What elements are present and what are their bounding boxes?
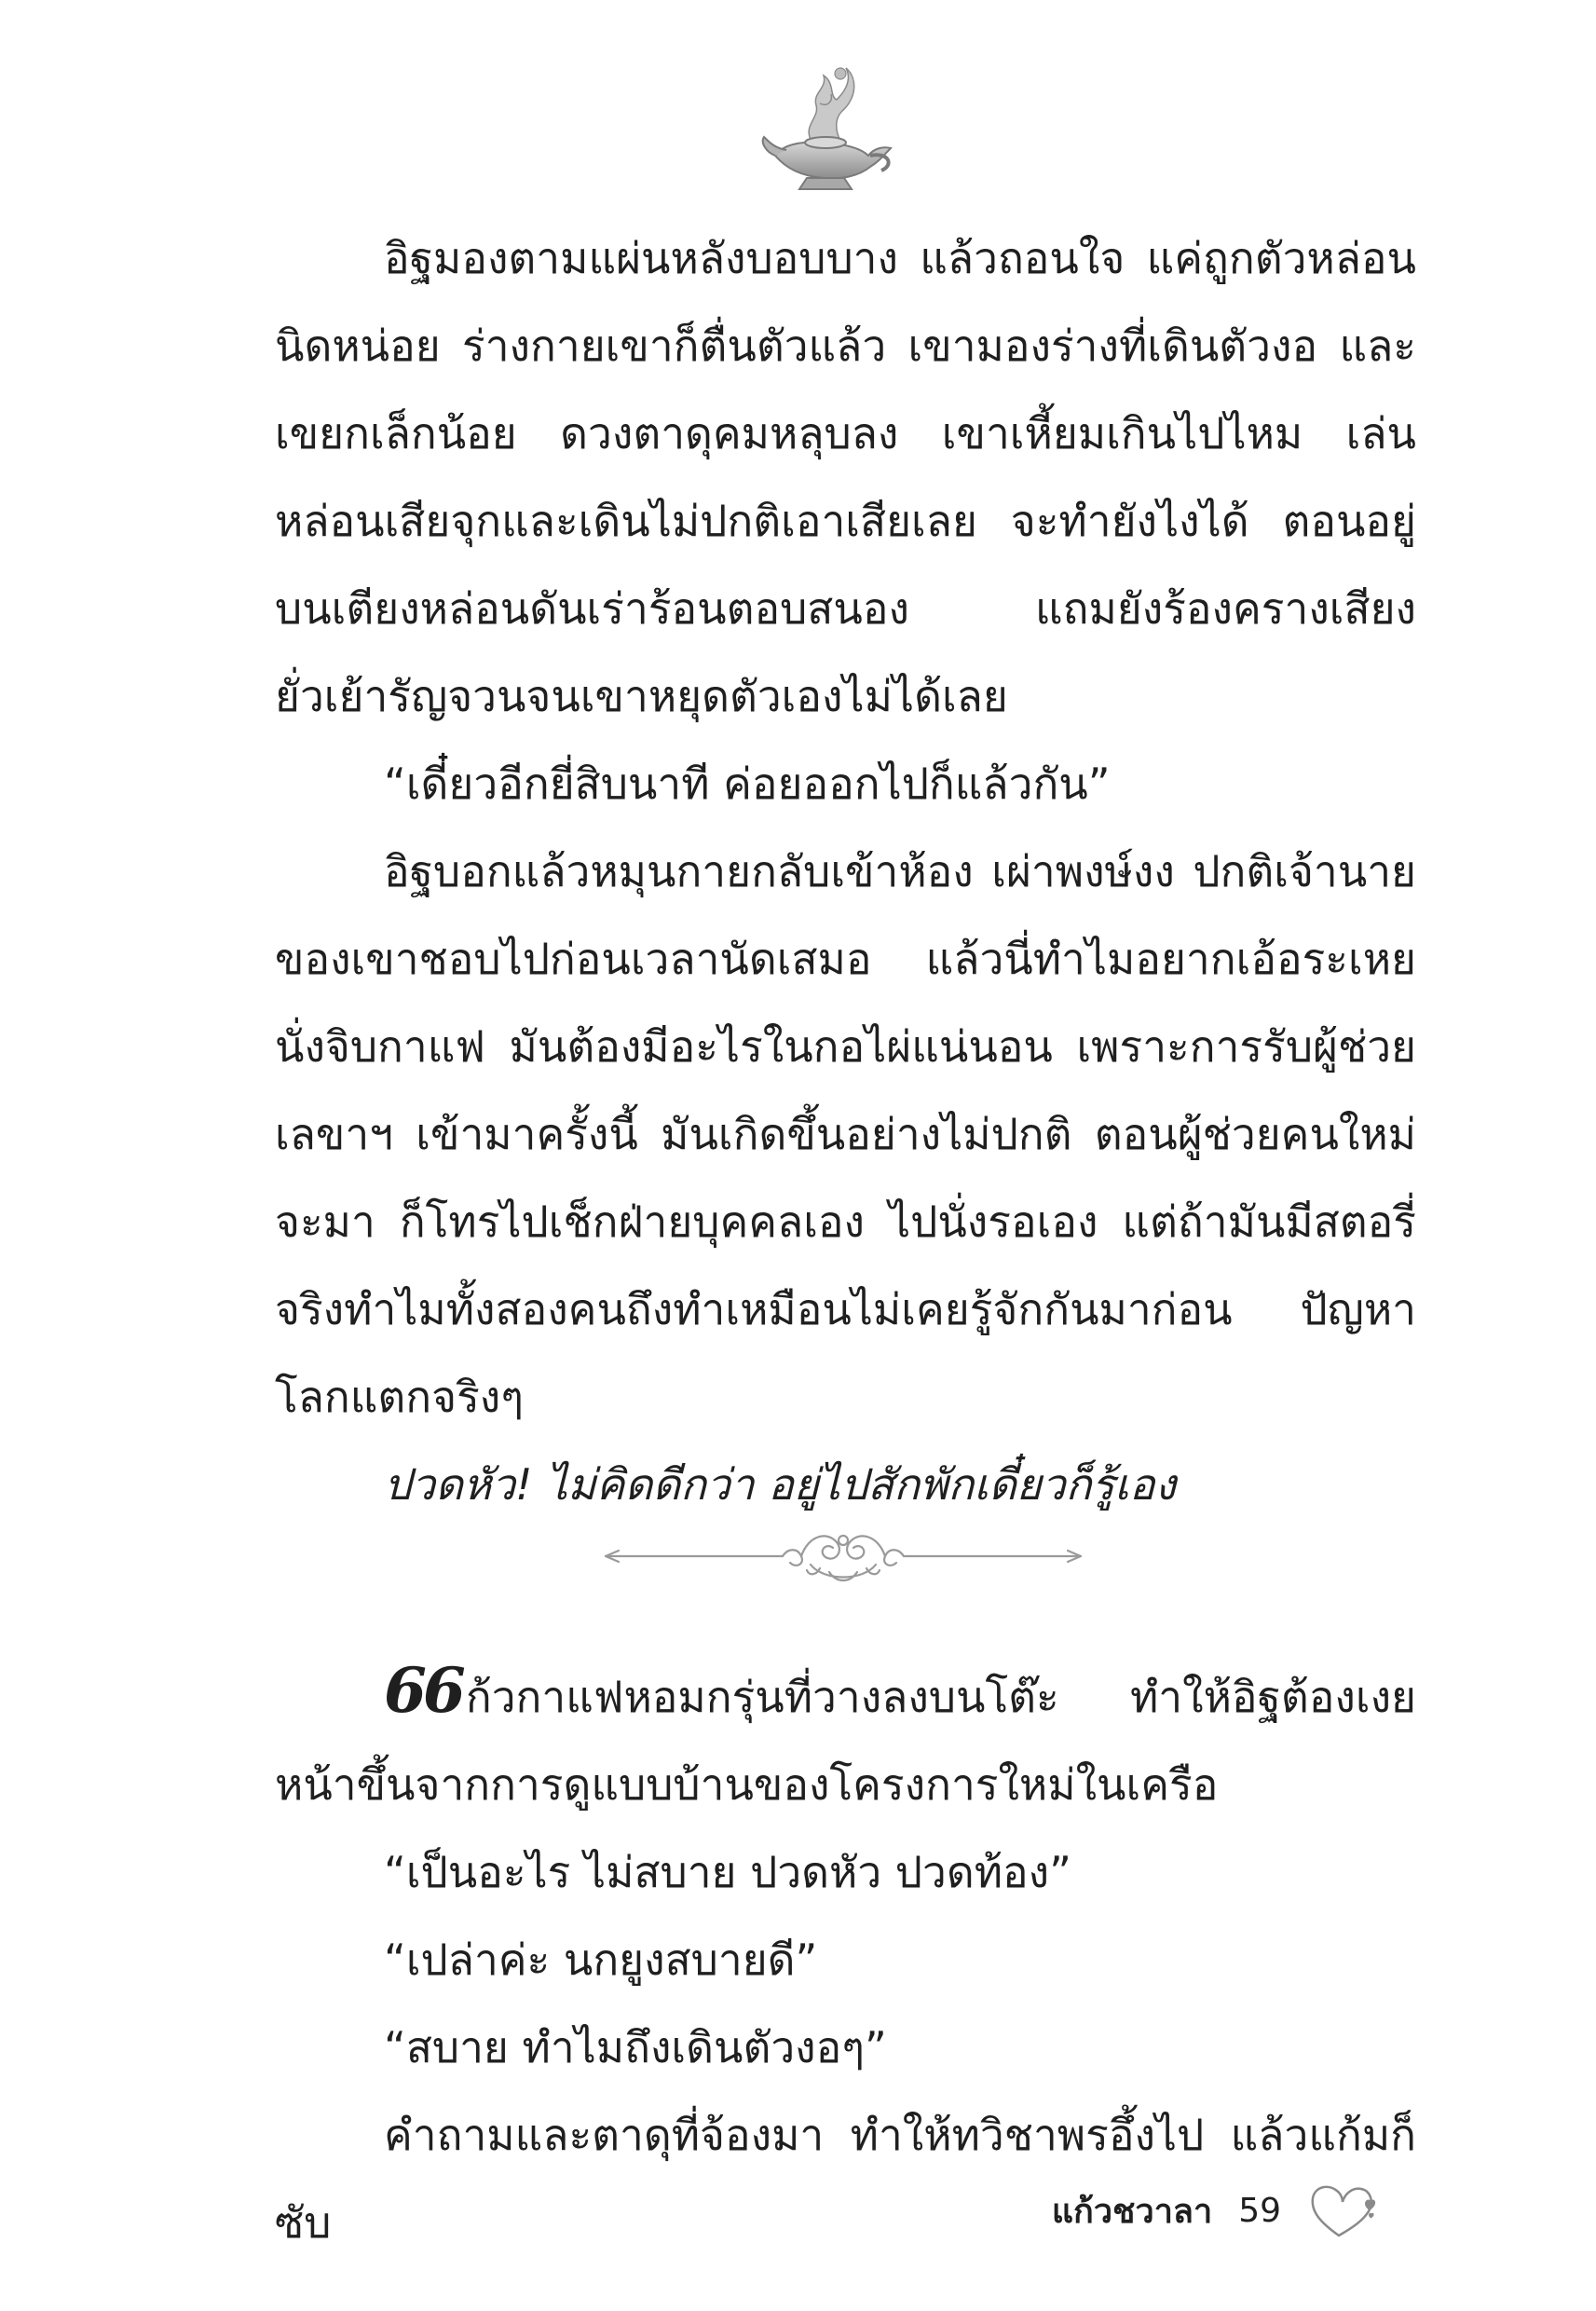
paragraph-2: อิฐบอกแล้วหมุนกายกลับเข้าห้อง เผ่าพงษ์งง ปกติเจ้านายของเขาชอบไปก่อนเวลานัดเสมอ แล้วนี่ทำไมอยากเอ้อระเหยนั่งจิบกาแฟ มันต้องมีอะไรในกอไผ่แน่นอน เพราะการรับผู้ช่วยเลขาฯ เข้ามาครั้งนี้ มันเกิดขึ้นอย่างไม่ปกติ ตอนผู้ช่วยคนใหม่จะมา ก็โทรไปเช็กฝ่ายบุคคลเอง ไปนั่งรอเอง แต่ถ้ามันมีสตอรี่จริงทำไมทั้งสองคนถึงทำเหมือนไม่เคยรู้จักกันมาก่อน ปัญหาโลกแตกจริงๆ bbox=[275, 846, 1416, 1422]
magic-lamp-icon bbox=[755, 51, 904, 200]
inner-thought-line: ปวดหัว! ไม่คิดดีกว่า อยู่ไปสักพักเดี๋ยวก็รู้เอง bbox=[384, 1459, 1176, 1510]
scroll-ornament-divider bbox=[596, 1514, 1090, 1598]
heart-icon bbox=[1307, 2178, 1382, 2243]
paragraph-1: อิฐมองตามแผ่นหลังบอบบาง แล้วถอนใจ แค่ถูกตัวหล่อนนิดหน่อย ร่างกายเขาก็ตื่นตัวแล้ว เขามองร่างที่เดินตัวงอ และเขยกเล็กน้อย ดวงตาดุคมหลุบลง เขาเหี้ยมเกินไปไหม เล่นหล่อนเสียจุกและเดินไม่ปกติเอาเสียเลย จะทำยังไงได้ ตอนอยู่บนเตียงหล่อนดันเร่าร้อนตอบสนอง แถมยังร้องครางเสียงยั่วเย้ารัญจวนจนเขาหยุดตัวเองไม่ได้เลย bbox=[275, 233, 1416, 721]
dialogue-line-2: “เป็นอะไร ไม่สบาย ปวดหัว ปวดท้อง” bbox=[384, 1847, 1071, 1897]
chapter-body-upper bbox=[275, 214, 1416, 1528]
paragraph-3: คำถามและตาดุที่จ้องมา ทำให้ทวิชาพรอึ้งไป แล้วแก้มก็ซับ bbox=[275, 2110, 1416, 2248]
book-title: แก้วชวาลา bbox=[1051, 2192, 1213, 2231]
dialogue-line-4: “สบาย ทำไมถึงเดินตัวงอๆ” bbox=[384, 2022, 887, 2072]
page-footer bbox=[1052, 2173, 1382, 2248]
drop-quote-mark: 66 bbox=[384, 1654, 462, 1727]
section-opening-paragraph bbox=[275, 1653, 1416, 1828]
dialogue-line-3: “เปล่าค่ะ นกยูงสบายดี” bbox=[384, 1935, 818, 1985]
dialogue-line-1: “เดี๋ยวอีกยี่สิบนาที ค่อยออกไปก็แล้วกัน” bbox=[384, 759, 1111, 809]
section-opening-text: ก้วกาแฟหอมกรุ่นที่วางลงบนโต๊ะ ทำให้อิฐต้องเงยหน้าขึ้นจากการดูแบบบ้านของโครงการใหม่ในเครือ bbox=[275, 1672, 1416, 1810]
page-number: 59 bbox=[1238, 2191, 1281, 2230]
